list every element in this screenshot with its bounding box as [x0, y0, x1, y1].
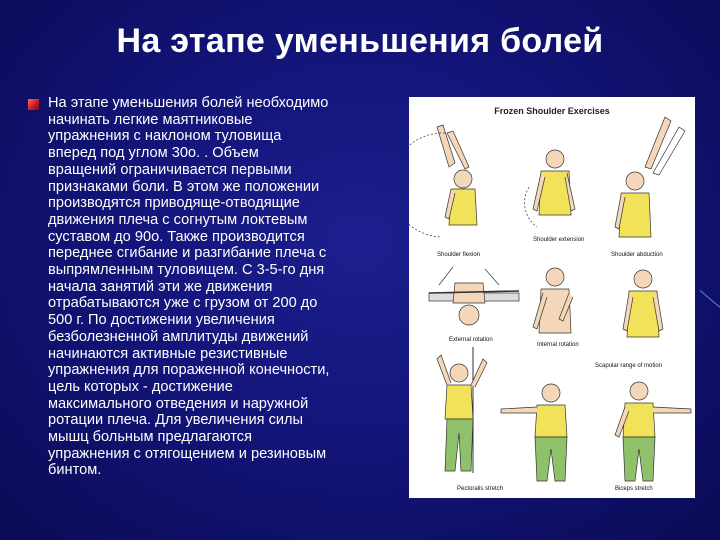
caption-scapular-range: Scapular range of motion	[595, 363, 663, 369]
scapular-figure	[623, 270, 663, 337]
internal-rotation-figure	[533, 268, 573, 333]
abduction-figure	[615, 117, 685, 237]
external-rotation-figure	[429, 267, 519, 325]
caption-shoulder-flexion: Shoulder flexion	[437, 252, 481, 258]
text-line: вращений ограничивается первыми	[48, 161, 292, 178]
text-line: начинать легкие маятниковые	[48, 111, 253, 128]
text-line: безболезненной амплитуды движений	[48, 328, 309, 345]
caption-biceps-stretch: Biceps stretch	[615, 486, 653, 492]
text-line: производятся приводяще-отводящие	[48, 195, 300, 212]
text-line: упражнения с наклоном туловища	[48, 128, 282, 145]
text-line: 500 г. По достижении увеличения	[48, 312, 275, 329]
text-line: переднее сгибание и разгибание плеча с	[48, 245, 327, 262]
caption-shoulder-abduction: Shoulder abduction	[611, 252, 663, 258]
caption-internal-rotation: Internal rotation	[537, 342, 579, 348]
caption-shoulder-extension: Shoulder extension	[533, 237, 585, 243]
exercise-illustration	[409, 97, 695, 498]
biceps-figure	[615, 382, 691, 481]
decorative-line	[700, 290, 720, 316]
bullet-marker	[28, 99, 39, 110]
flexion-figure	[409, 125, 477, 237]
text-line: движения плеча с согнутым локтевым	[48, 211, 308, 228]
figure-title: Frozen Shoulder Exercises	[494, 106, 610, 116]
body-text	[48, 95, 403, 479]
text-line: начала занятий эти же движения	[48, 278, 273, 295]
text-line: ротации плеча. Для увеличения силы	[48, 412, 304, 429]
exercise-drawings	[409, 97, 695, 498]
text-line: отрабатываются уже с грузом от 200 до	[48, 295, 318, 312]
text-line: упражнения с отягощением и резиновым	[48, 445, 327, 462]
text-line: На этапе уменьшения болей необходимо	[48, 95, 329, 111]
caption-external-rotation: External rotation	[449, 337, 493, 343]
text-line: бинтом.	[48, 462, 102, 479]
text-line: суставом до 90о. Также производится	[48, 228, 305, 245]
extension-figure	[525, 150, 575, 227]
text-line: максимального отведения и наружной	[48, 395, 309, 412]
caption-pectoralis-stretch: Pectoralis stretch	[457, 486, 504, 492]
text-line: признаками боли. В этом же положении	[48, 178, 320, 195]
slide-title: На этапе уменьшения болей	[116, 22, 604, 60]
text-line: цель которых - достижение	[48, 378, 233, 395]
text-line: мышц больным предлагаются	[48, 429, 252, 446]
text-line: вперед под углом 30о. . Объем	[48, 145, 259, 162]
text-line: выпрямленным туловищем. С 3-5-го дня	[48, 262, 325, 279]
pectoralis-figure	[437, 347, 487, 473]
text-line: упражнения для пораженной конечности,	[48, 362, 330, 379]
text-line: начинаются активные резистивные	[48, 345, 288, 362]
standing-figure	[501, 384, 567, 481]
